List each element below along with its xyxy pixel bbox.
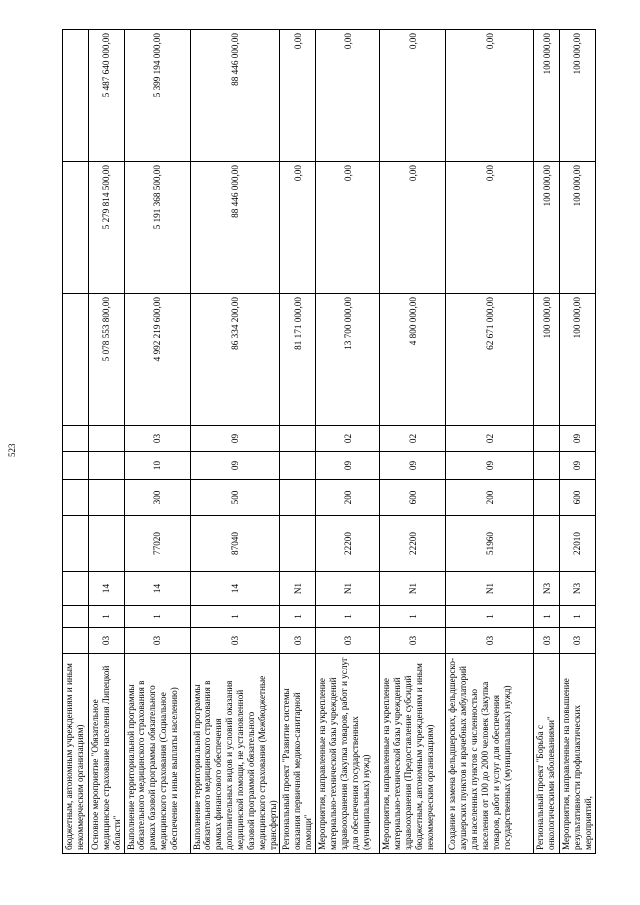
expense-type [280,480,316,516]
row-name: Региональный проект "Борьба с онкологическими заболеваниями" [534,654,560,854]
activity-code: N1 [446,572,534,606]
amount-year-1: 62 671 000,00 [446,294,534,426]
table-row [190,30,280,854]
amount-year-1: 100 000,00 [534,294,560,426]
section-code: 09 [380,452,446,480]
amount-year-3: 5 487 640 000,00 [89,30,125,162]
program-code: 03 [380,628,446,654]
program-code: 03 [124,628,190,654]
section-code [63,452,89,480]
program-code [63,628,89,654]
row-name: Основное мероприятие "Обязательное медицинское страхование населения Липецкой области" [89,654,125,854]
amount-year-2: 5 191 368 500,00 [124,162,190,294]
amount-year-1: 81 171 000,00 [280,294,316,426]
amount-year-1: 100 000,00 [560,294,596,426]
subprogram-code: 1 [380,606,446,628]
activity-code [63,572,89,606]
amount-year-3: 0,00 [380,30,446,162]
subsection-code [534,426,560,452]
amount-year-3: 0,00 [446,30,534,162]
program-code: 03 [280,628,316,654]
table-row [380,30,446,854]
row-name: Выполнение территориальной программы обязательного медицинского страхования в рамках базовой программы обязательного медицинского страхования (Социальное обеспечение и иные выплаты населению) [124,654,190,854]
direction-code: 22200 [380,516,446,572]
subsection-code: 03 [124,426,190,452]
activity-code: 14 [124,572,190,606]
amount-year-1: 4 992 219 600,00 [124,294,190,426]
program-code: 03 [316,628,380,654]
row-name: Мероприятия, направленные на повышение результативности профилактических мероприятий, [560,654,596,854]
document-page [62,30,640,850]
program-code: 03 [190,628,280,654]
section-code: 09 [446,452,534,480]
subsection-code [280,426,316,452]
expense-type [89,480,125,516]
subprogram-code: 1 [89,606,125,628]
expense-type: 300 [124,480,190,516]
rotated-table-container [62,30,617,854]
table-row [534,30,560,854]
program-code: 03 [534,628,560,654]
table-row [316,30,380,854]
section-code: 10 [124,452,190,480]
subprogram-code: 1 [124,606,190,628]
subsection-code: 09 [560,426,596,452]
subsection-code: 02 [380,426,446,452]
program-code: 03 [446,628,534,654]
direction-code: 22010 [560,516,596,572]
row-name: Выполнение территориальной программы обязательного медицинского страхования в рамках финансового обеспечения дополнительных видов и условий оказания медицинской помощи, не установленной базовой программой обязательного медицинского страхования (Межбюджетные трансферты) [190,654,280,854]
section-code: 09 [190,452,280,480]
table-row [63,30,89,854]
expense-type: 200 [316,480,380,516]
subsection-code [63,426,89,452]
page-number [0,440,24,457]
amount-year-3: 0,00 [280,30,316,162]
direction-code [534,516,560,572]
amount-year-3: 100 000,00 [560,30,596,162]
table-row [280,30,316,854]
direction-code: 77020 [124,516,190,572]
amount-year-3: 88 446 000,00 [190,30,280,162]
section-code [534,452,560,480]
table-row [89,30,125,854]
amount-year-2: 0,00 [280,162,316,294]
direction-code: 87040 [190,516,280,572]
amount-year-2: 100 000,00 [534,162,560,294]
amount-year-2: 5 279 814 500,00 [89,162,125,294]
amount-year-1 [63,294,89,426]
table-row [124,30,190,854]
amount-year-1: 5 078 553 800,00 [89,294,125,426]
amount-year-3 [63,30,89,162]
row-name: Создание и замена фельдшерских, фельдшерско-акушерских пунктов и врачебных амбулаторий для населенных пунктов с численностью населения от 100 до 2000 человек (Закупка товаров, работ и услуг для обеспечения государственных (муниципальных) нужд) [446,654,534,854]
activity-code: N1 [316,572,380,606]
row-name: Мероприятия, направленные на укрепление материально-технической базы учреждений здравоохранения (Закупка товаров, работ и услуг для обеспечения государственных (муниципальных) нужд) [316,654,380,854]
page-number-text: 523 [7,443,17,457]
activity-code: N1 [380,572,446,606]
subprogram-code [63,606,89,628]
expense-type: 200 [446,480,534,516]
subprogram-code: 1 [316,606,380,628]
amount-year-3: 100 000,00 [534,30,560,162]
amount-year-1: 86 334 200,00 [190,294,280,426]
program-code: 03 [89,628,125,654]
subprogram-code: 1 [190,606,280,628]
amount-year-2: 100 000,00 [560,162,596,294]
amount-year-1: 4 800 000,00 [380,294,446,426]
program-code: 03 [560,628,596,654]
amount-year-2: 88 446 000,00 [190,162,280,294]
activity-code: 14 [89,572,125,606]
row-name: бюджетным, автономным учреждениям и иным некоммерческим организациям) [63,654,89,854]
amount-year-1: 13 700 000,00 [316,294,380,426]
direction-code: 22200 [316,516,380,572]
direction-code [280,516,316,572]
section-code [280,452,316,480]
amount-year-2 [63,162,89,294]
table-row [560,30,596,854]
section-code: 09 [316,452,380,480]
expense-type [63,480,89,516]
direction-code [89,516,125,572]
row-name: Региональный проект "Развитие системы оказания первичной медико-санитарной помощи" [280,654,316,854]
subsection-code: 09 [190,426,280,452]
subsection-code [89,426,125,452]
subprogram-code: 1 [560,606,596,628]
direction-code [63,516,89,572]
activity-code: N1 [280,572,316,606]
expense-type: 500 [190,480,280,516]
subsection-code: 02 [446,426,534,452]
amount-year-3: 0,00 [316,30,380,162]
subsection-code: 02 [316,426,380,452]
amount-year-2: 0,00 [446,162,534,294]
section-code: 09 [560,452,596,480]
direction-code: 51960 [446,516,534,572]
amount-year-3: 5 399 194 000,00 [124,30,190,162]
expense-type: 600 [560,480,596,516]
activity-code: N3 [534,572,560,606]
section-code [89,452,125,480]
expense-type [534,480,560,516]
subprogram-code: 1 [280,606,316,628]
amount-year-2: 0,00 [316,162,380,294]
row-name: Мероприятия, направленные на укрепление материально-технической базы учреждений здравоохранения (Предоставление субсидий бюджетным, автономным учреждениям и иным некоммерческим организациям) [380,654,446,854]
activity-code: 14 [190,572,280,606]
budget-table [62,29,596,854]
subprogram-code: 1 [446,606,534,628]
activity-code: N3 [560,572,596,606]
subprogram-code: 1 [534,606,560,628]
table-row [446,30,534,854]
expense-type: 600 [380,480,446,516]
amount-year-2: 0,00 [380,162,446,294]
